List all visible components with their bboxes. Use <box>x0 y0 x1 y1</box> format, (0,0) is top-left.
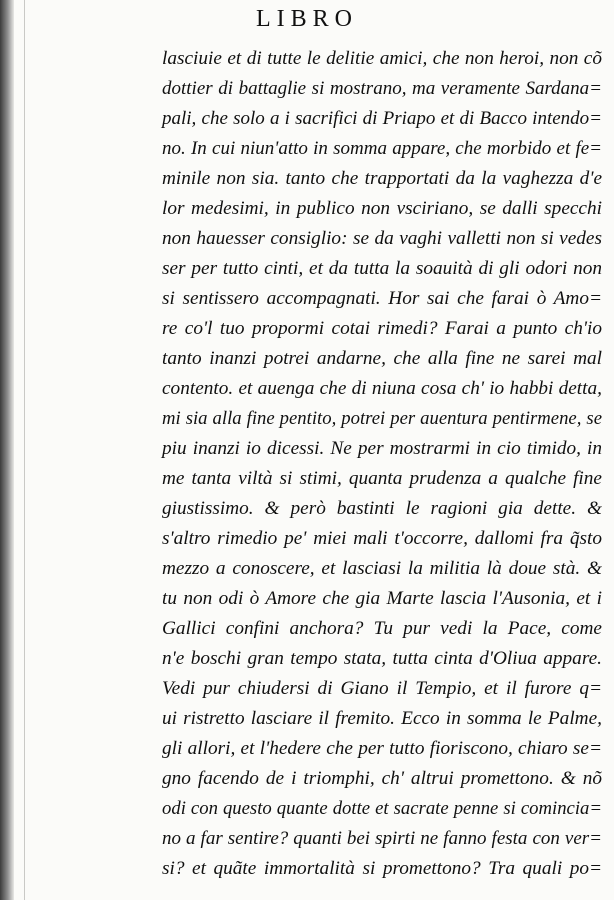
text-line: me tanta viltà si stimi, quanta prudenza a qualche fine <box>162 468 602 489</box>
text-line: lasciuie et di tutte le delitie amici, che non heroi, non cõ <box>162 48 602 69</box>
text-line: gli allori, et l'hedere che per tutto fioriscono, chiaro se= <box>162 738 602 759</box>
text-line: non hauesser consiglio: se da vaghi valletti non si vedes <box>162 228 602 249</box>
text-line: giustissimo. & però bastinti le ragioni gia dette. & <box>162 498 602 519</box>
text-line: minile non sia. tanto che trapportati da la vaghezza d'e <box>162 168 602 189</box>
text-line: dottier di battaglie si mostrano, ma veramente Sardana= <box>162 78 602 99</box>
text-line: no. In cui niun'atto in somma appare, che morbido et fe= <box>162 138 602 159</box>
text-line: si? et quãte immortalità si promettono? Tra quali po= <box>162 858 602 879</box>
text-line: odi con questo quante dotte et sacrate penne si comincia= <box>162 798 602 819</box>
text-line: re co'l tuo propormi cotai rimedi? Farai a punto ch'io <box>162 318 602 339</box>
text-line: tanto inanzi potrei andarne, che alla fine ne sarei mal <box>162 348 602 369</box>
text-line: Gallici confini anchora? Tu pur vedi la Pace, come <box>162 618 602 639</box>
text-line: ser per tutto cinti, et da tutta la soauità di gli odori non <box>162 258 602 279</box>
text-line: tu non odi ò Amore che gia Marte lascia l'Ausonia, et i <box>162 588 602 609</box>
body-text <box>162 44 602 884</box>
text-line: n'e boschi gran tempo stata, tutta cinta d'Oliua appare. <box>162 648 602 669</box>
page-edge-line <box>24 0 25 900</box>
text-line: si sentissero accompagnati. Hor sai che farai ò Amo= <box>162 288 602 309</box>
text-line: mezzo a conoscere, et lasciasi la militia là doue stà. & <box>162 558 602 579</box>
text-line: pali, che solo a i sacrifici di Priapo et di Bacco intendo= <box>162 108 602 129</box>
text-line: lor medesimi, in publico non vsciriano, se dalli specchi <box>162 198 602 219</box>
text-line: no a far sentire? quanti bei spirti ne fanno festa con ver= <box>162 828 602 849</box>
text-line: piu inanzi io dicessi. Ne per mostrarmi in cio timido, in <box>162 438 602 459</box>
text-line: gno facendo de i triomphi, ch' altrui promettono. & nõ <box>162 768 602 789</box>
text-line: contento. et auenga che di niuna cosa ch' io habbi detta, <box>162 378 602 399</box>
text-line: s'altro rimedio pe' miei mali t'occorre, dallomi fra q̃sto <box>162 528 602 549</box>
text-line: Vedi pur chiudersi di Giano il Tempio, et il furore q= <box>162 678 602 699</box>
page-binding-shadow <box>0 0 14 900</box>
running-head: LIBRO <box>256 6 358 32</box>
text-line: ui ristretto lasciare il fremito. Ecco in somma le Palme, <box>162 708 602 729</box>
text-line: mi sia alla fine pentito, potrei per auentura pentirmene, se <box>162 408 602 429</box>
